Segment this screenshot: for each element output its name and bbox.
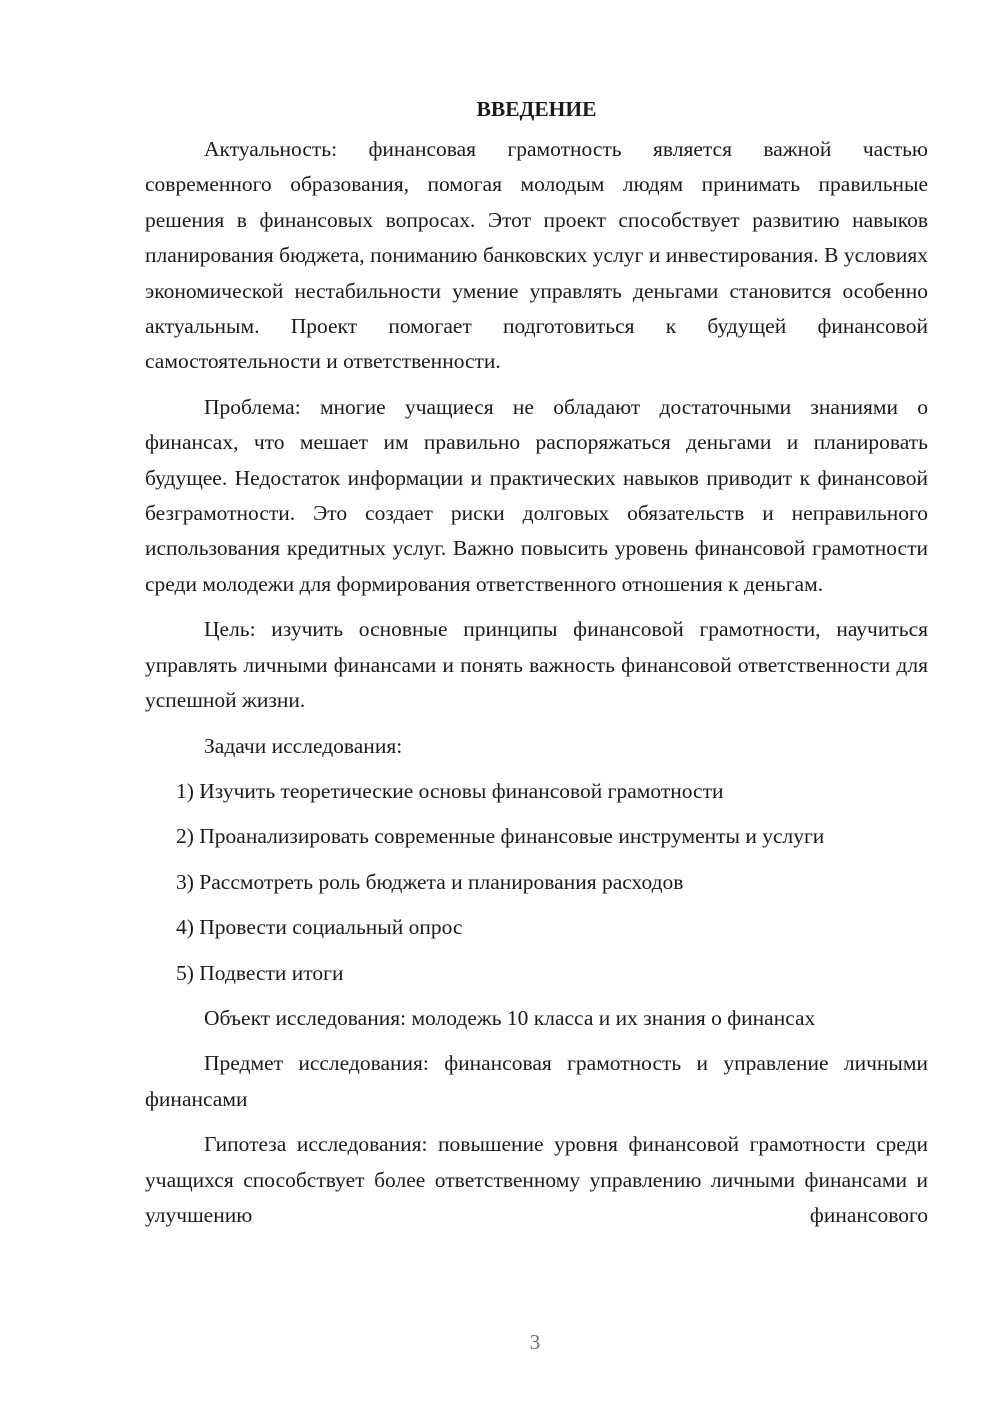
paragraph-relevance: Актуальность: финансовая грамотность является важной частью современного образования, помогая молодым людям принимать правильные решения в финансовых вопросах. Этот проект способствует развитию навыков планирования бюджета, пониманию банковских услуг и инвестирования. В условиях экономической нестабильности умение управлять деньгами становится особенно актуальным. Проект помогает подготовиться к будущей финансовой самостоятельности и ответственности. <box>145 137 928 374</box>
document-page <box>145 92 928 1243</box>
task-item-4: 4) Провести социальный опрос <box>176 915 463 940</box>
paragraph-goal: Цель: изучить основные принципы финансовой грамотности, научиться управлять личными финансами и понять важность финансовой ответственности для успешной жизни. <box>145 617 928 713</box>
paragraph-object: Объект исследования: молодежь 10 класса и их знания о финансах <box>204 1005 816 1030</box>
tasks-title: Задачи исследования: <box>204 733 403 758</box>
task-item-2: 2) Проанализировать современные финансовые инструменты и услуги <box>176 824 825 849</box>
task-item-3: 3) Рассмотреть роль бюджета и планирования расходов <box>176 869 684 894</box>
paragraph-problem: Проблема: многие учащиеся не обладают достаточными знаниями о финансах, что мешает им правильно распоряжаться деньгами и планировать будущее. Недостаток информации и практических навыков приводит к финансовой безграмотности. Это создает риски долговых обязательств и неправильного использования кредитных услуг. Важно повысить уровень финансовой грамотности среди молодежи для формирования ответственного отношения к деньгам. <box>145 394 928 596</box>
task-item-1: 1) Изучить теоретические основы финансовой грамотности <box>176 778 724 803</box>
page-number: 3 <box>529 1330 541 1354</box>
paragraph-hypothesis: Гипотеза исследования: повышение уровня финансовой грамотности среди учащихся способствует более ответственному управлению личными финансами и улучшению финансового <box>145 1132 928 1227</box>
paragraph-subject: Предмет исследования: финансовая грамотность и управление личными финансами <box>145 1051 928 1111</box>
section-heading: ВВЕДЕНИЕ <box>476 97 597 121</box>
task-item-5: 5) Подвести итоги <box>176 960 344 985</box>
